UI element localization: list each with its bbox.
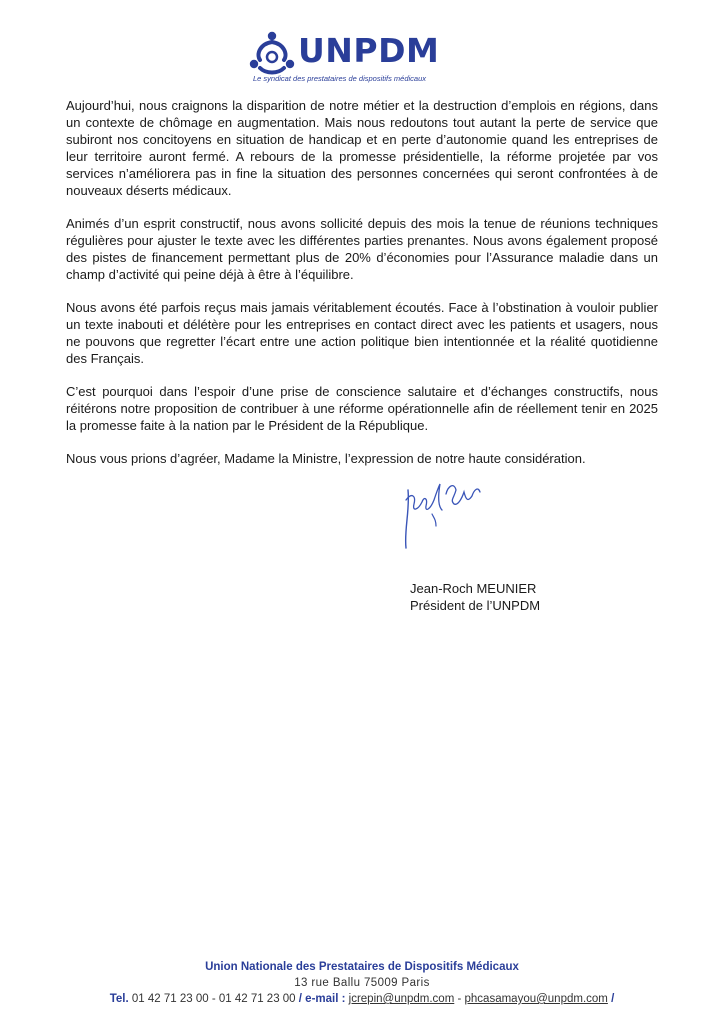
logo-wordmark: UNPDM <box>298 31 440 70</box>
handwritten-signature <box>398 470 486 554</box>
email-dash: - <box>454 993 465 1005</box>
separator-end: / <box>607 993 615 1005</box>
separator: / <box>298 993 302 1005</box>
unpdm-logo <box>248 22 448 84</box>
signer-block <box>410 580 540 614</box>
paragraph-2: Animés d’un esprit constructif, nous avons sollicité depuis des mois la tenue de réunions techniques régulières pour ajuster le texte avec les différentes parties prenantes. Nous avons également proposé des pistes de financement permettant plus de 20% d’économies pour l’Assurance maladie dans un champ d’activité qui peine déjà à être à l’équilibre. <box>66 216 658 282</box>
email-label: e-mail : <box>301 993 349 1005</box>
paragraph-3: Nous avons été parfois reçus mais jamais véritablement écoutés. Face à l’obstination à vouloir publier un texte inabouti et délétère pour les entreprises en contact direct avec les patients et usagers, nous ne pouvons que regretter l’écart entre une action politique bien intentionnée et la réalité quotidienne des Français. <box>66 300 658 366</box>
paragraph-1: Aujourd’hui, nous craignons la disparition de notre métier et la destruction d’emplois en régions, dans un contexte de chômage en augmentation. Mais nous redoutons tout autant la perte de service que subiront nos concitoyens en situation de handicap et en perte d’autonomie quand les entreprises de leur territoire auront fermé. A rebours de la promesse présidentielle, la réforme projetée par vos services n’améliorera pas in fine la situation des personnes concernées qui seront confrontées à de nouveaux déserts médicaux. <box>66 98 658 198</box>
tel-label: Tel. <box>109 993 129 1005</box>
letter-body <box>66 97 658 483</box>
email-link-2[interactable]: phcasamayou@unpdm.com <box>464 993 608 1005</box>
unpdm-logo-icon <box>248 30 296 76</box>
letter-footer <box>0 959 724 1007</box>
closing-paragraph: Nous vous prions d’agréer, Madame la Ministre, l’expression de notre haute considération. <box>66 451 586 466</box>
email-link-1[interactable]: jcrepin@unpdm.com <box>348 993 455 1005</box>
logo-tagline: Le syndicat des prestataires de dispositifs médicaux <box>253 74 427 83</box>
signer-name: Jean-Roch MEUNIER <box>410 581 537 596</box>
footer-organization: Union Nationale des Prestataires de Dispositifs Médicaux <box>205 961 519 973</box>
footer-address: 13 rue Ballu 75009 Paris <box>294 977 430 989</box>
tel-numbers: 01 42 71 23 00 - 01 42 71 23 00 <box>128 993 299 1005</box>
paragraph-4: C’est pourquoi dans l’espoir d’une prise de conscience salutaire et d’échanges constructifs, nous réitérons notre proposition de contribuer à une réforme opérationnelle afin de réellement tenir en 2025 la promesse faite à la nation par le Président de la République. <box>66 384 658 433</box>
footer-contact <box>0 991 724 1007</box>
signer-title: Président de l’UNPDM <box>410 598 541 613</box>
